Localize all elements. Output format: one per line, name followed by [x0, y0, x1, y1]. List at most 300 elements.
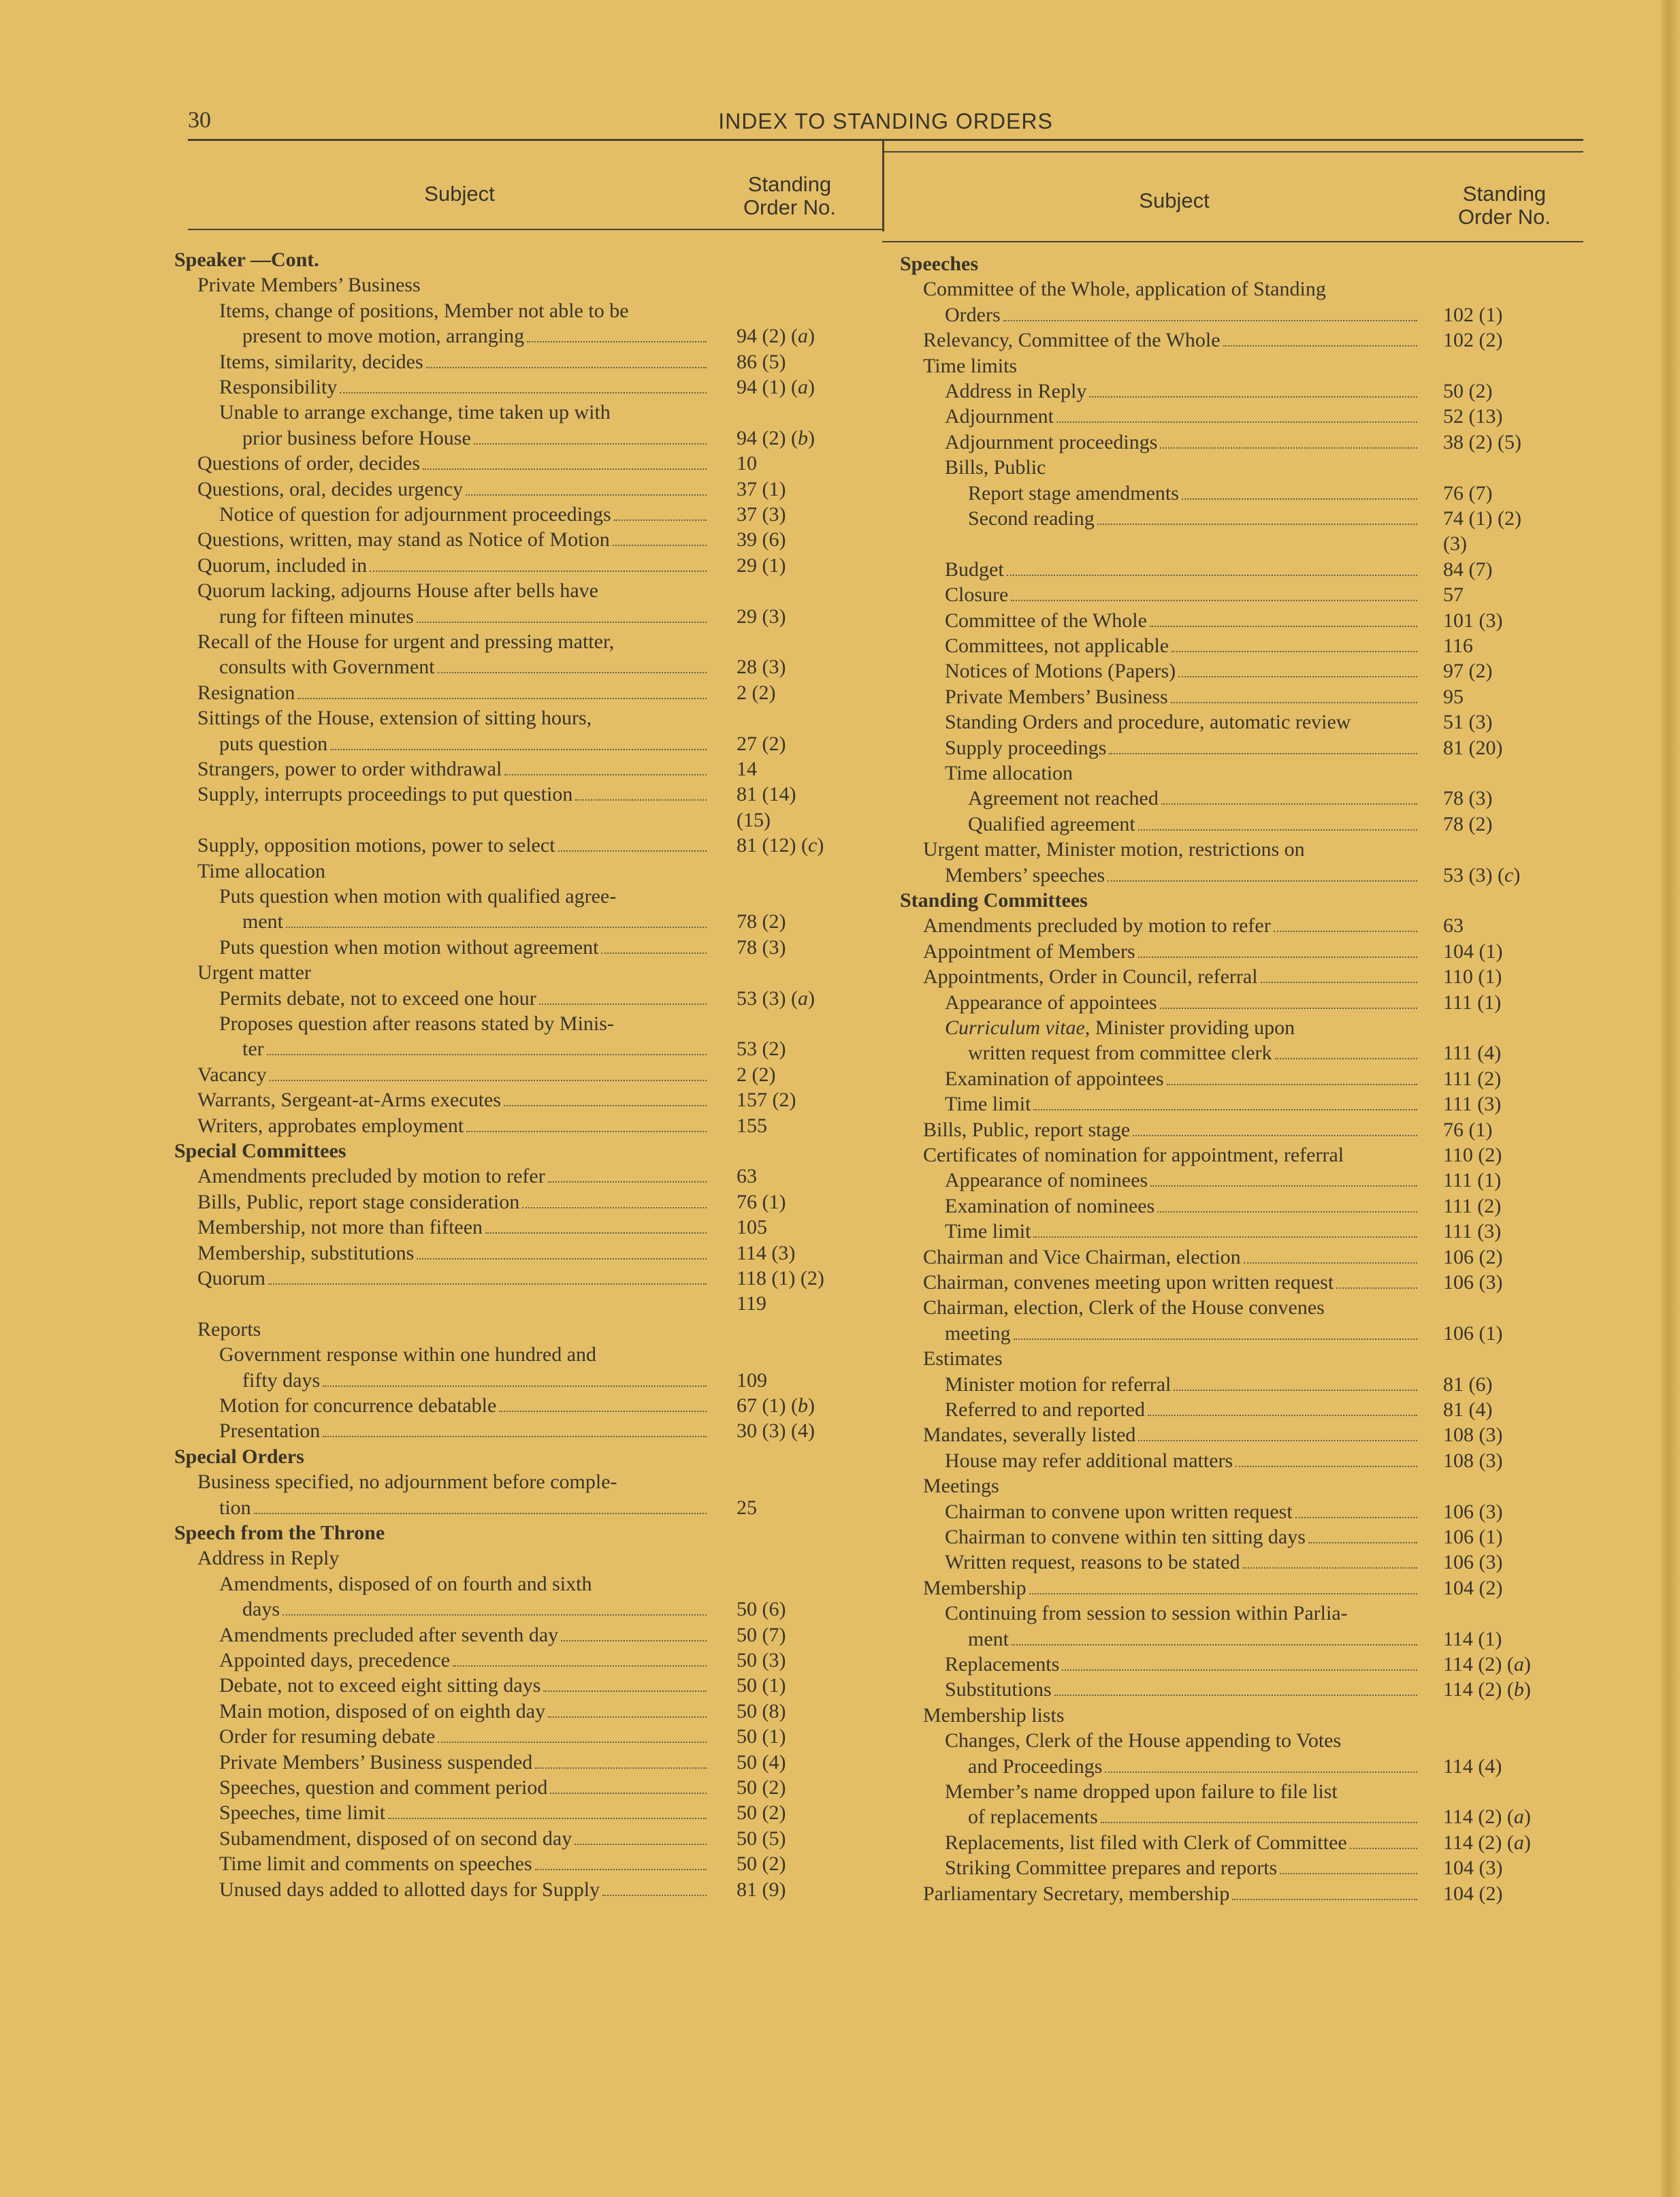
index-entry	[219, 1750, 711, 1775]
index-entry	[197, 1114, 711, 1138]
dot-leader	[535, 1767, 707, 1769]
standing-order-ref: 119	[737, 1292, 766, 1315]
standing-order-ref: 57	[1443, 583, 1464, 607]
standing-order-ref: 84 (7)	[1443, 558, 1493, 581]
index-entry	[219, 1878, 711, 1902]
entry-text: Reports	[197, 1317, 261, 1341]
index-entry	[923, 1270, 1421, 1295]
index-entry	[219, 1419, 711, 1443]
standing-order-ref: 76 (1)	[1443, 1118, 1493, 1141]
entry-text: Standing Orders and procedure, automatic review	[945, 711, 1351, 734]
dot-leader	[388, 1818, 707, 1819]
dot-leader	[466, 1131, 707, 1132]
dot-leader	[370, 571, 707, 572]
index-entry	[219, 1648, 711, 1673]
index-entry	[945, 736, 1421, 760]
index-entry	[945, 1525, 1421, 1550]
standing-order-ref: 50 (2)	[737, 1853, 786, 1876]
index-entry	[197, 1241, 711, 1266]
dot-leader	[1056, 421, 1417, 423]
entry-text: Orders	[945, 303, 1001, 326]
dot-leader	[1161, 803, 1417, 805]
index-entry	[945, 1449, 1421, 1473]
standing-order-ref: 50 (6)	[737, 1598, 786, 1621]
index-entry	[219, 1673, 711, 1698]
standing-order-ref: 74 (1) (2)	[1443, 507, 1521, 530]
index-entry	[945, 583, 1421, 607]
index-entry	[945, 710, 1436, 735]
entry-text: Relevancy, Committee of the Whole	[923, 329, 1221, 352]
index-entry	[219, 1572, 722, 1597]
entry-text: Sittings of the House, extension of sitting hours,	[197, 707, 592, 730]
standing-order-ref: 50 (5)	[737, 1827, 786, 1850]
dot-leader	[1235, 1466, 1417, 1467]
dot-leader	[1138, 1440, 1417, 1441]
standing-order-ref: 104 (2)	[1443, 1576, 1503, 1599]
index-entry	[945, 685, 1421, 709]
standing-order-ref: 53 (3) (c)	[1443, 863, 1521, 886]
index-entry	[923, 1474, 1436, 1498]
entry-text: Chairman, convenes meeting upon written request	[923, 1271, 1334, 1294]
index-entry	[945, 1831, 1421, 1855]
standing-order-ref: 95	[1443, 685, 1464, 708]
dot-leader	[1295, 1517, 1417, 1518]
index-entry	[197, 1190, 711, 1215]
index-heading	[174, 1521, 722, 1545]
dot-leader	[426, 367, 707, 368]
index-entry	[923, 1143, 1436, 1168]
dot-leader	[1178, 676, 1417, 677]
standing-order-ref: 104 (1)	[1443, 940, 1503, 963]
index-heading	[174, 1445, 722, 1469]
standing-order-ref: 76 (7)	[1443, 481, 1493, 504]
standing-order-ref: 94 (2) (b)	[737, 426, 815, 449]
standing-order-ref: 111 (2)	[1443, 1067, 1502, 1090]
entry-text: Main motion, disposed of on eighth day	[219, 1699, 546, 1722]
entry-text: Appointments, Order in Council, referral	[923, 965, 1258, 989]
index-entry	[219, 299, 722, 323]
entry-text: fifty days	[242, 1368, 321, 1392]
dot-leader	[417, 1258, 707, 1260]
entry-text: Supply, interrupts proceedings to put question	[197, 783, 573, 806]
standing-order-ref: 50 (1)	[737, 1674, 786, 1697]
entry-text: Questions of order, decides	[197, 452, 421, 475]
top-rule-right	[882, 151, 1583, 153]
dot-leader	[1160, 447, 1417, 449]
index-entry	[945, 634, 1421, 658]
dot-leader	[267, 1054, 707, 1055]
standing-order-ref: 110 (1)	[1443, 965, 1502, 989]
entry-text: Curriculum vitae, Minister providing upon	[945, 1016, 1295, 1039]
index-entry	[923, 1245, 1421, 1270]
index-entry	[945, 1780, 1436, 1804]
entry-text: Bills, Public	[945, 456, 1046, 479]
entry-text: Changes, Clerk of the House appending to Votes	[945, 1729, 1342, 1752]
index-entry	[219, 350, 711, 374]
dot-leader	[527, 341, 707, 342]
entry-text: House may refer additional matters	[945, 1449, 1233, 1472]
entry-text: Members’ speeches	[945, 863, 1105, 886]
standing-order-ref: 106 (3)	[1443, 1500, 1503, 1523]
entry-text: Examination of appointees	[945, 1067, 1164, 1090]
standing-order-ref: 50 (1)	[737, 1725, 786, 1748]
dot-leader	[282, 1614, 707, 1616]
index-entry	[197, 1063, 711, 1087]
dot-leader	[270, 1080, 707, 1081]
index-entry	[923, 1347, 1436, 1371]
index-entry	[945, 761, 1436, 786]
entry-text: Agreement not reached	[968, 787, 1159, 810]
index-entry	[219, 732, 711, 756]
standing-order-ref: 63	[737, 1165, 757, 1188]
entry-text: Parliamentary Secretary, membership	[923, 1882, 1230, 1905]
entry-text: Member’s name dropped upon failure to file list	[945, 1780, 1338, 1803]
entry-text: Membership lists	[923, 1703, 1065, 1727]
standing-order-ref: 76 (1)	[737, 1190, 786, 1213]
dot-leader	[1150, 626, 1417, 627]
index-entry	[219, 987, 711, 1011]
entry-text: Replacements, list filed with Clerk of Committee	[945, 1831, 1347, 1854]
dot-leader	[1261, 982, 1417, 983]
standing-order-ref: 101 (3)	[1443, 609, 1503, 632]
standing-order-ref: 108 (3)	[1443, 1449, 1503, 1472]
index-entry	[945, 609, 1421, 633]
entry-text: Urgent matter	[197, 961, 311, 984]
dot-leader	[614, 519, 707, 521]
entry-text: Committees, not applicable	[945, 635, 1169, 657]
standing-order-ref: 111 (1)	[1443, 1169, 1502, 1192]
entry-text: Puts question when motion without agreement	[219, 935, 599, 959]
entry-text: Recall of the House for urgent and pressing matter,	[197, 630, 615, 653]
index-entry	[923, 940, 1421, 964]
dot-leader	[1101, 1822, 1417, 1823]
dot-leader	[1244, 1262, 1417, 1264]
standing-order-ref: 53 (3) (a)	[737, 987, 815, 1010]
dot-leader	[575, 1844, 707, 1845]
entry-text: Membership, substitutions	[197, 1241, 415, 1264]
standing-order-ref: 102 (2)	[1443, 329, 1503, 352]
dot-leader	[535, 1869, 707, 1870]
index-entry	[968, 1754, 1421, 1779]
standing-order-ref: 109	[737, 1368, 767, 1392]
left-header-rule	[188, 229, 882, 230]
entry-text: Puts question when motion with qualified agree-	[219, 885, 617, 908]
index-entry	[945, 558, 1421, 582]
dot-leader	[499, 1411, 707, 1412]
dot-leader	[268, 1283, 707, 1285]
entry-text: consults with Government	[219, 656, 435, 679]
standing-order-ref: 110 (2)	[1443, 1144, 1502, 1166]
index-entry	[219, 1496, 711, 1520]
entry-text: Appointment of Members	[923, 940, 1135, 963]
dot-leader	[1007, 575, 1417, 576]
index-entry	[197, 961, 722, 985]
entry-text: Referred to and reported	[945, 1398, 1146, 1421]
standing-order-ref: 50 (4)	[737, 1750, 786, 1774]
index-entry	[219, 1801, 711, 1825]
dot-leader	[504, 1105, 707, 1106]
index-entry	[923, 914, 1421, 938]
right-header-rule	[882, 241, 1583, 242]
dot-leader	[575, 799, 707, 801]
index-entry	[968, 1041, 1421, 1065]
dot-leader	[474, 443, 707, 445]
entry-text: Written request, reasons to be stated	[945, 1551, 1240, 1574]
standing-order-ref: 78 (2)	[1443, 812, 1493, 835]
entry-text: Striking Committee prepares and reports	[945, 1857, 1278, 1880]
standing-order-ref: 78 (3)	[1443, 787, 1493, 810]
entry-text: Supply, opposition motions, power to select	[197, 834, 555, 857]
dot-leader	[1033, 1109, 1417, 1110]
standing-order-ref: 30 (3) (4)	[737, 1420, 815, 1443]
index-entry	[945, 1016, 1436, 1040]
index-heading	[900, 252, 1436, 276]
dot-leader	[323, 1385, 707, 1387]
dot-leader	[1033, 1236, 1417, 1238]
index-entry	[219, 655, 711, 679]
standing-order-ref: 63	[1443, 914, 1464, 937]
dot-leader	[417, 622, 707, 623]
index-entry	[197, 757, 711, 782]
index-entry	[945, 1219, 1421, 1244]
entry-text: Bills, Public, report stage consideration	[197, 1190, 520, 1213]
standing-order-ref: 81 (6)	[1443, 1373, 1493, 1396]
entry-text: Estimates	[923, 1347, 1003, 1370]
entry-text: Special Orders	[174, 1445, 304, 1468]
dot-leader	[323, 1436, 707, 1437]
standing-order-ref: 118 (1) (2)	[737, 1267, 824, 1289]
index-entry	[923, 328, 1421, 353]
entry-text: Appointed days, precedence	[219, 1649, 451, 1671]
dot-leader	[1012, 1644, 1417, 1646]
index-entry	[923, 1576, 1421, 1601]
entry-text: Time allocation	[197, 859, 326, 882]
index-entry	[242, 324, 711, 349]
index-entry	[945, 991, 1421, 1015]
index-entry	[945, 1168, 1421, 1193]
index-entry	[923, 1882, 1421, 1906]
standing-order-ref: 111 (3)	[1443, 1220, 1502, 1243]
dot-leader	[1243, 1567, 1417, 1569]
entry-text: Budget	[945, 558, 1004, 581]
standing-order-ref: 2 (2)	[737, 681, 776, 704]
standing-order-ref: 116	[1443, 635, 1473, 657]
index-entry	[945, 1092, 1421, 1117]
dot-leader	[1097, 524, 1417, 525]
dot-leader	[539, 1004, 707, 1005]
index-entry	[945, 1067, 1421, 1091]
dot-leader	[466, 494, 707, 496]
dot-leader	[1167, 1084, 1417, 1085]
entry-text: Address in Reply	[197, 1547, 340, 1570]
entry-text: Private Members’ Business	[197, 274, 421, 297]
entry-text: Time limit	[945, 1220, 1031, 1243]
standing-order-ref: 106 (3)	[1443, 1271, 1503, 1294]
entry-text: Resignation	[197, 681, 295, 704]
standing-order-ref: 114 (2) (a)	[1443, 1653, 1531, 1675]
standing-order-ref: (15)	[737, 808, 771, 831]
index-entry	[197, 1317, 722, 1342]
dot-leader	[423, 468, 707, 470]
standing-order-ref: 81 (4)	[1443, 1398, 1493, 1421]
index-heading	[900, 888, 1436, 913]
dot-leader	[550, 1793, 707, 1794]
index-entry	[219, 1699, 711, 1724]
standing-order-ref: 25	[737, 1496, 757, 1519]
entry-text: days	[242, 1598, 280, 1621]
entry-text: present to move motion, arranging	[242, 325, 525, 348]
index-entry	[219, 502, 711, 527]
index-entry	[242, 910, 711, 934]
dot-leader	[601, 952, 707, 954]
dot-leader	[286, 927, 707, 928]
entry-text: Continuing from session to session within Parlia-	[945, 1602, 1348, 1625]
standing-order-ref: 106 (3)	[1443, 1551, 1503, 1574]
standing-order-ref: 50 (3)	[737, 1649, 786, 1671]
standing-order-ref: 50 (2)	[1443, 380, 1493, 402]
dot-leader	[1089, 396, 1417, 398]
index-entry	[945, 1500, 1421, 1524]
entry-text: Business specified, no adjournment before comple-	[197, 1471, 617, 1494]
standing-order-ref: 106 (1)	[1443, 1526, 1503, 1548]
index-entry	[945, 1678, 1421, 1702]
entry-text: Appearance of appointees	[945, 991, 1157, 1014]
index-entry	[945, 1856, 1421, 1880]
standing-order-ref: 50 (2)	[737, 1801, 786, 1825]
dot-leader	[1150, 1185, 1417, 1187]
index-heading	[174, 248, 722, 272]
entry-text: Bills, Public, report stage	[923, 1118, 1131, 1141]
index-entry	[197, 833, 711, 858]
standing-order-ref: 81 (14)	[737, 783, 796, 806]
index-entry	[945, 1398, 1421, 1422]
entry-text: Mandates, severally listed	[923, 1424, 1136, 1447]
entry-text: Second reading	[968, 507, 1095, 530]
entry-text: ter	[242, 1038, 264, 1061]
standing-order-ref: 106 (1)	[1443, 1321, 1503, 1345]
index-entry	[197, 554, 711, 578]
dot-leader	[438, 1742, 707, 1743]
index-entry	[945, 863, 1421, 888]
dot-leader	[485, 1232, 707, 1234]
dot-leader	[1109, 753, 1417, 754]
standing-order-ref: 51 (3)	[1443, 711, 1493, 734]
dot-leader	[254, 1513, 707, 1514]
entry-text: Special Committees	[174, 1140, 346, 1162]
standing-order-ref: 86 (5)	[737, 350, 786, 373]
entry-text: Proposes question after reasons stated by Minis-	[219, 1012, 614, 1035]
index-entry	[197, 1164, 711, 1189]
entry-text: Notice of question for adjournment proceedings	[219, 503, 611, 526]
standing-order-ref: (3)	[1443, 532, 1467, 556]
entry-text: Speech from the Throne	[174, 1522, 385, 1544]
entry-text: Report stage amendments	[968, 481, 1179, 504]
entry-text: Warrants, Sergeant-at-Arms executes	[197, 1089, 502, 1112]
standing-order-ref: 81 (20)	[1443, 736, 1503, 759]
entry-text: Motion for concurrence debatable	[219, 1394, 497, 1417]
dot-leader	[1182, 498, 1417, 500]
right-order-header: Standing Order No.	[1457, 182, 1551, 229]
index-entry	[945, 1194, 1421, 1219]
index-entry	[197, 451, 711, 476]
index-entry	[923, 354, 1436, 379]
dot-leader	[1223, 345, 1417, 347]
dot-leader	[548, 1181, 707, 1183]
dot-leader	[1108, 880, 1417, 882]
dot-leader	[1062, 1669, 1417, 1671]
standing-order-ref: 53 (2)	[737, 1038, 786, 1061]
standing-order-ref: 102 (1)	[1443, 303, 1503, 326]
entry-text: Private Members’ Business suspended	[219, 1750, 533, 1774]
standing-order-ref: 50 (7)	[737, 1623, 786, 1646]
entry-text: Standing Committees	[900, 889, 1088, 912]
dot-leader	[1138, 829, 1417, 831]
standing-order-ref: 14	[737, 758, 757, 780]
dot-leader	[1275, 1058, 1418, 1059]
dot-leader	[548, 1716, 707, 1718]
entry-text: Closure	[945, 583, 1009, 607]
top-rule	[188, 139, 1583, 141]
entry-text: Supply proceedings	[945, 736, 1107, 759]
entry-text: written request from committee clerk	[968, 1042, 1272, 1065]
index-entry	[197, 1546, 722, 1571]
dot-leader	[613, 545, 707, 546]
entry-text: Substitutions	[945, 1678, 1052, 1701]
dot-leader	[1174, 1390, 1417, 1391]
entry-text: Amendments precluded by motion to refer	[197, 1165, 545, 1188]
dot-leader	[1280, 1873, 1417, 1874]
standing-order-ref: 39 (6)	[737, 528, 786, 551]
standing-order-ref: 94 (1) (a)	[737, 376, 815, 398]
index-entry	[242, 426, 711, 451]
dot-leader	[1171, 702, 1417, 703]
entry-text: Questions, written, may stand as Notice of Motion	[197, 528, 610, 551]
standing-order-ref: 81 (12) (c)	[737, 834, 824, 857]
dot-leader	[1274, 931, 1417, 932]
standing-order-ref: 27 (2)	[737, 732, 786, 755]
index-entry	[945, 659, 1421, 684]
index-entry	[968, 812, 1421, 837]
index-entry	[923, 837, 1436, 862]
page-edge	[1661, 0, 1680, 2197]
entry-text: Quorum	[197, 1267, 265, 1289]
standing-order-ref: 67 (1) (b)	[737, 1394, 815, 1417]
dot-leader	[558, 850, 707, 852]
index-entry	[197, 579, 722, 603]
standing-order-ref: 38 (2) (5)	[1443, 430, 1521, 453]
entry-text: Minister motion for referral	[945, 1373, 1172, 1396]
index-entry	[219, 1852, 711, 1876]
standing-order-ref: 52 (13)	[1443, 405, 1503, 428]
entry-text: Speeches, time limit	[219, 1801, 386, 1825]
index-entry	[968, 1805, 1421, 1829]
entry-text: meeting	[945, 1321, 1011, 1345]
dot-leader	[1336, 1287, 1417, 1289]
index-entry	[219, 1827, 711, 1851]
entry-text: Writers, approbates employment	[197, 1114, 464, 1137]
dot-leader	[330, 749, 707, 750]
standing-order-ref: 10	[737, 452, 757, 475]
left-subject-header: Subject	[424, 182, 495, 206]
index-entry	[197, 630, 722, 654]
entry-text: tion	[219, 1496, 251, 1519]
entry-text: Time limits	[923, 354, 1018, 377]
page-title: INDEX TO STANDING ORDERS	[718, 109, 1053, 133]
standing-order-ref: 50 (8)	[737, 1699, 786, 1722]
standing-order-ref: 157 (2)	[737, 1089, 796, 1112]
index-entry	[923, 1118, 1421, 1142]
index-entry	[968, 786, 1421, 811]
